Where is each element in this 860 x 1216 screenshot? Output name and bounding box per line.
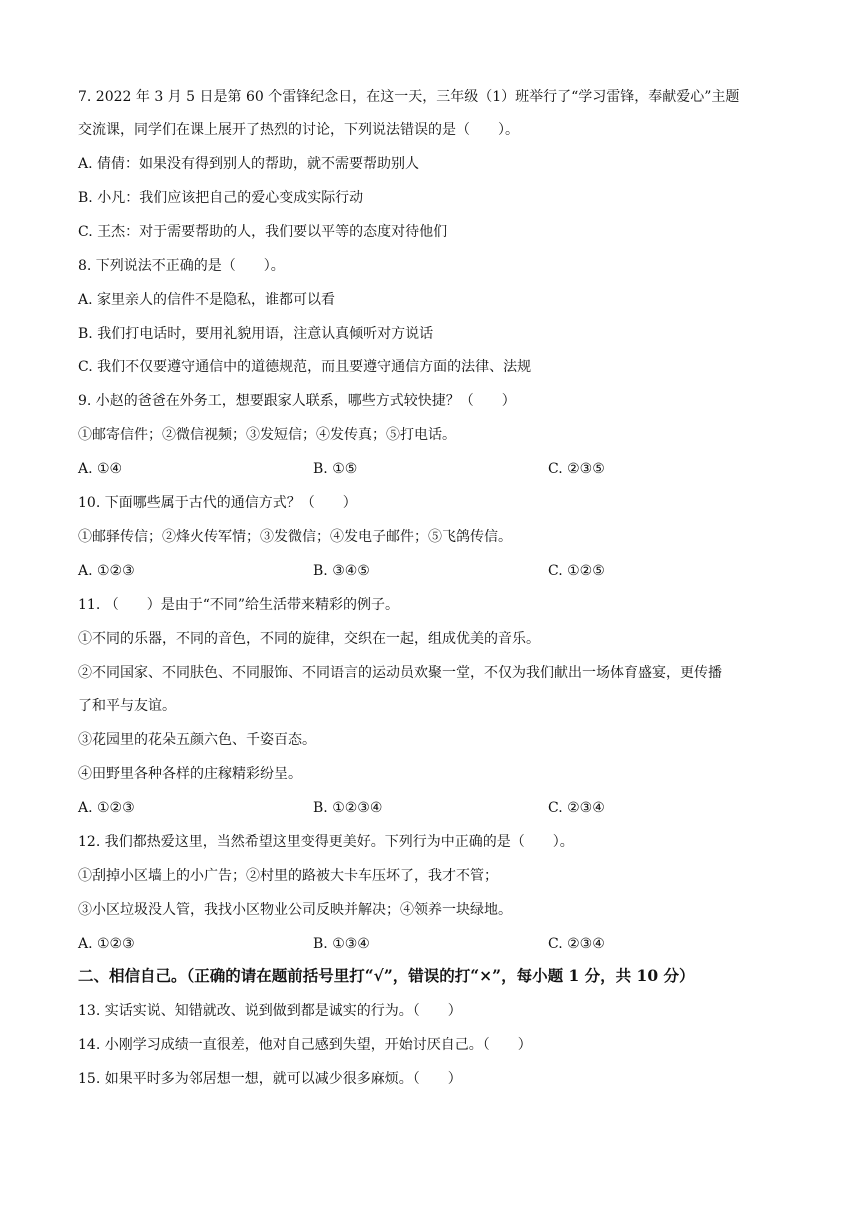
q7-option-a: A. 倩倩：如果没有得到别人的帮助，就不需要帮助别人 (78, 156, 420, 172)
q12-option-c: C. ②③④ (548, 936, 605, 952)
q7-stem-line2: 交流课，同学们在课上展开了热烈的讨论，下列说法错误的是（ ）。 (78, 122, 519, 138)
q11-option-c: C. ②③④ (548, 800, 605, 816)
q11-option-a: A. ①②③ (78, 800, 135, 816)
q12-option-a: A. ①②③ (78, 936, 135, 952)
q11-option-b: B. ①②③④ (313, 800, 383, 816)
q9-items: ①邮寄信件；②微信视频；③发短信；④发传真；⑤打电话。 (78, 427, 456, 443)
q10-option-c: C. ①②⑤ (548, 563, 605, 579)
q9-option-c: C. ②③⑤ (548, 461, 605, 477)
q11-item-1: ①不同的乐器，不同的音色，不同的旋律，交织在一起，组成优美的音乐。 (78, 631, 540, 647)
q8-option-b: B. 我们打电话时，要用礼貌用语，注意认真倾听对方说话 (78, 326, 434, 342)
q15-stem: 15. 如果平时多为邻居想一想，就可以减少很多麻烦。（ ） (78, 1071, 462, 1087)
q10-items: ①邮驿传信；②烽火传军情；③发微信；④发电子邮件；⑤飞鸽传信。 (78, 529, 512, 545)
q8-option-a: A. 家里亲人的信件不是隐私，谁都可以看 (78, 292, 336, 308)
q7-option-b: B. 小凡：我们应该把自己的爱心变成实际行动 (78, 190, 364, 206)
q7-option-c: C. 王杰：对于需要帮助的人，我们要以平等的态度对待他们 (78, 224, 448, 240)
q12-stem: 12. 我们都热爱这里，当然希望这里变得更美好。下列行为中正确的是（ ）。 (78, 834, 574, 850)
q7-stem-line1: 7. 2022 年 3 月 5 日是第 60 个雷锋纪念日，在这一天，三年级（1）班举行了“学习雷锋，奉献爱心”主题 (78, 89, 740, 105)
q12-items-line1: ①刮掉小区墙上的小广告；②村里的路被大卡车压坏了，我才不管； (78, 868, 498, 884)
q8-stem: 8. 下列说法不正确的是（ ）。 (78, 258, 285, 274)
q8-option-c: C. 我们不仅要遵守通信中的道德规范，而且要遵守通信方面的法律、法规 (78, 359, 532, 375)
q11-item-3: ③花园里的花朵五颜六色、千姿百态。 (78, 732, 316, 748)
q13-stem: 13. 实话实说、知错就改、说到做到都是诚实的行为。（ ） (78, 1003, 462, 1019)
q12-items-line2: ③小区垃圾没人管，我找小区物业公司反映并解决；④领养一块绿地。 (78, 902, 512, 918)
q11-item-4: ④田野里各种各样的庄稼精彩纷呈。 (78, 766, 302, 782)
q12-option-b: B. ①③④ (313, 936, 370, 952)
q10-option-a: A. ①②③ (78, 563, 135, 579)
q14-stem: 14. 小刚学习成绩一直很差，他对自己感到失望，开始讨厌自己。（ ） (78, 1037, 532, 1053)
q11-item-2-line1: ②不同国家、不同肤色、不同服饰、不同语言的运动员欢聚一堂，不仅为我们献出一场体育盛宴，更传播 (78, 665, 722, 681)
q9-stem: 9. 小赵的爸爸在外务工，想要跟家人联系，哪些方式较快捷？（ ） (78, 393, 516, 409)
q9-option-b: B. ①⑤ (313, 461, 358, 477)
q10-stem: 10. 下面哪些属于古代的通信方式？（ ） (78, 495, 357, 511)
q11-stem: 11. （ ）是由于“不同”给生活带来精彩的例子。 (78, 597, 400, 613)
q11-item-2-line2: 了和平与友谊。 (78, 698, 176, 714)
q10-option-b: B. ③④⑤ (313, 563, 370, 579)
section-2-heading: 二、相信自己。（正确的请在题前括号里打“√”，错误的打“×”，每小题 1 分，共 10 分） (78, 966, 695, 985)
q9-option-a: A. ①④ (78, 461, 123, 477)
